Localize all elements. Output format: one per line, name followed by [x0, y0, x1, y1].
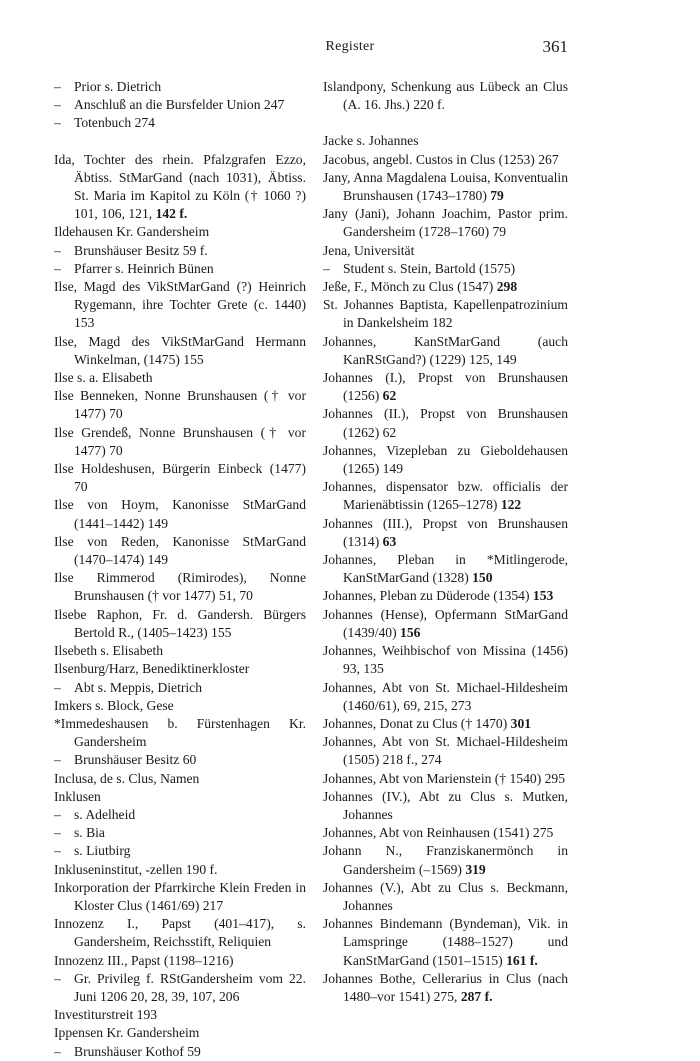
index-subentry — [54, 1043, 306, 1061]
index-subentry — [54, 842, 306, 860]
index-subentry — [54, 260, 306, 278]
subentry-dash: – — [323, 260, 330, 276]
index-subentry — [54, 806, 306, 824]
index-entry — [323, 242, 568, 260]
entry-text: Johannes (III.), Propst von Brunshausen (1314) — [323, 515, 568, 549]
index-entry — [323, 169, 568, 205]
entry-text: Johannes (II.), Propst von Brunshausen (1262) 62 — [323, 406, 568, 440]
index-entry — [323, 278, 568, 296]
index-entry — [54, 369, 306, 387]
entry-text: Ilse von Hoym, Kanonisse StMarGand (1441–1442) 149 — [54, 497, 306, 531]
index-entry — [323, 915, 568, 970]
entry-text: Johannes, Donat zu Clus († 1470) — [323, 715, 511, 731]
entry-text: s. Bia — [74, 825, 105, 841]
index-entry — [54, 861, 306, 879]
index-entry — [323, 715, 568, 733]
subentry-dash: – — [54, 970, 61, 986]
entry-bold-reference: 287 f. — [460, 988, 493, 1004]
entry-text: Ilsenburg/Harz, Benediktinerkloster — [54, 661, 250, 677]
index-entry — [54, 223, 306, 241]
entry-text: Jacobus, angebl. Custos in Clus (1253) 267 — [323, 151, 559, 167]
entry-text: Inclusa, de s. Clus, Namen — [54, 770, 200, 786]
entry-text: Brunshäuser Besitz 60 — [74, 752, 197, 768]
entry-text: Ippensen Kr. Gandersheim — [54, 1025, 200, 1041]
index-entry — [54, 697, 306, 715]
entry-text: Johannes (IV.), Abt zu Clus s. Mutken, Johannes — [323, 788, 568, 822]
entry-text: Islandpony, Schenkung aus Lübeck an Clus (A. 16. Jhs.) 220 f. — [323, 79, 568, 113]
entry-text: Student s. Stein, Bartold (1575) — [343, 260, 516, 276]
index-subentry — [54, 751, 306, 769]
entry-text: Ilse Rimmerod (Rimirodes), Nonne Brunshausen († vor 1477) 51, 70 — [54, 570, 306, 604]
entry-text: Johannes (V.), Abt zu Clus s. Beckmann, Johannes — [323, 879, 568, 913]
entry-text: Inkluseninstitut, -zellen 190 f. — [54, 861, 218, 877]
entry-text: Jeße, F., Mönch zu Clus (1547) — [323, 279, 497, 295]
index-entry — [54, 715, 306, 751]
index-entry — [323, 333, 568, 369]
index-entry — [54, 770, 306, 788]
entry-text: Ilse Holdeshusen, Bürgerin Einbeck (1477) 70 — [54, 461, 306, 495]
entry-text: Johannes Bothe, Cellerarius in Clus (nach 1480–vor 1541) 275, — [323, 970, 568, 1004]
entry-text: Jena, Universität — [323, 242, 415, 258]
index-entry — [323, 551, 568, 587]
entry-bold-reference: 150 — [472, 570, 493, 586]
entry-text: St. Johannes Baptista, Kapellenpatrozinium in Dankelsheim 182 — [323, 297, 568, 331]
index-entry — [54, 606, 306, 642]
index-entry — [323, 369, 568, 405]
index-entry — [323, 205, 568, 241]
subentry-dash: – — [54, 679, 61, 695]
index-subentry — [54, 679, 306, 697]
entry-text: Pfarrer s. Heinrich Bünen — [74, 260, 214, 276]
index-entry — [54, 496, 306, 532]
entry-text: Johannes Bindemann (Byndeman), Vik. in Lamspringe (1488–1527) und KanStMarGand (1501–1515) — [323, 916, 568, 968]
page-number: 361 — [542, 37, 568, 56]
index-entry — [54, 151, 306, 224]
entry-text: Johannes, Abt von St. Michael-Hildesheim (1505) 218 f., 274 — [323, 734, 568, 768]
entry-bold-reference: 153 — [532, 588, 554, 604]
entry-text: Johannes, Weihbischof von Missina (1456) 93, 135 — [323, 643, 568, 677]
entry-text: Ida, Tochter des rhein. Pfalzgrafen Ezzo, Äbtiss. StMarGand (nach 1031), Äbtiss. St. Maria im Kapitol zu Köln († 1060 ?) 101, 106, 121, — [54, 151, 306, 222]
index-entry — [323, 770, 568, 788]
entry-spacer — [54, 133, 306, 151]
index-entry — [323, 515, 568, 551]
entry-bold-reference: 319 — [465, 861, 486, 877]
subentry-dash: – — [54, 79, 61, 94]
entry-text: Ilse, Magd des VikStMarGand (?) Heinrich Rygemann, ihre Tochter Grete (c. 1440) 153 — [54, 279, 306, 331]
entry-bold-reference: 142 f. — [155, 206, 188, 222]
subentry-dash: – — [54, 806, 61, 822]
entry-text: Brunshäuser Besitz 59 f. — [74, 242, 208, 258]
index-entry — [54, 424, 306, 460]
entry-text: *Immedeshausen b. Fürstenhagen Kr. Gandersheim — [54, 715, 306, 750]
entry-text: Abt s. Meppis, Dietrich — [74, 679, 202, 695]
index-entry — [323, 733, 568, 769]
entry-text: Jacke s. Johannes — [323, 133, 419, 149]
entry-text: Johannes, Pleban zu Düderode (1354) — [323, 588, 533, 604]
index-entry — [323, 405, 568, 441]
entry-text: Prior s. Dietrich — [74, 79, 162, 94]
index-subentry — [54, 114, 306, 132]
subentry-dash: – — [54, 752, 61, 768]
index-entry — [323, 132, 568, 150]
entry-text: Johannes, Abt von St. Michael-Hildesheim (1460/61), 69, 215, 273 — [323, 679, 568, 713]
entry-text: Johannes, Vizepleban zu Gieboldehausen (1265) 149 — [323, 442, 568, 477]
entry-spacer — [323, 114, 568, 132]
entry-text: Ilse von Reden, Kanonisse StMarGand (1470–1474) 149 — [54, 533, 306, 568]
entry-text: Ilse Benneken, Nonne Brunshausen († vor 1477) 70 — [54, 388, 306, 422]
entry-bold-reference: 156 — [400, 624, 421, 640]
subentry-dash: – — [54, 260, 61, 276]
index-entry — [54, 387, 306, 423]
index-entry — [54, 569, 306, 605]
entry-text: Johannes (Hense), Opfermann StMarGand (1439/40) — [323, 606, 568, 640]
entry-text: Ildehausen Kr. Gandersheim — [54, 224, 210, 240]
index-entry — [323, 642, 568, 678]
entry-text: Inkorporation der Pfarrkirche Klein Freden in Kloster Clus (1461/69) 217 — [54, 879, 306, 913]
index-entry — [54, 278, 306, 333]
index-subentry — [54, 970, 306, 1006]
index-entry — [54, 1024, 306, 1042]
index-subentry — [323, 260, 568, 278]
index-entry — [323, 587, 568, 605]
index-entry — [54, 879, 306, 915]
index-entry — [323, 151, 568, 169]
entry-bold-reference: 298 — [496, 279, 518, 295]
subentry-dash: – — [54, 1043, 61, 1059]
entry-text: Johann N., Franziskanermönch in Gandersheim (–1569) — [323, 843, 568, 877]
subentry-dash: – — [54, 843, 61, 859]
index-entry — [323, 679, 568, 715]
index-column-left — [54, 78, 306, 1061]
entry-bold-reference: 301 — [510, 715, 532, 731]
entry-text: Ilsebe Raphon, Fr. d. Gandersh. Bürgers Bertold R., (1405–1423) 155 — [54, 606, 306, 640]
subentry-dash: – — [54, 115, 61, 131]
subentry-dash: – — [54, 825, 61, 841]
entry-text: Investiturstreit 193 — [54, 1007, 158, 1023]
entry-text: Innozenz I., Papst (401–417), s. Gandersheim, Reichsstift, Reliquien — [54, 916, 306, 950]
index-entry — [323, 606, 568, 642]
index-entry — [54, 952, 306, 970]
entry-text: Johannes, KanStMarGand (auch KanRStGand?) (1229) 125, 149 — [323, 333, 568, 367]
entry-text: s. Liutbirg — [74, 843, 131, 859]
entry-text: Ilse, Magd des VikStMarGand Hermann Winkelman, (1475) 155 — [54, 333, 306, 367]
index-entry — [54, 1006, 306, 1024]
entry-text: Jany, Anna Magdalena Louisa, Konventualin Brunshausen (1743–1780) — [323, 169, 568, 204]
index-entry — [323, 879, 568, 915]
entry-text: Innozenz III., Papst (1198–1216) — [54, 952, 234, 968]
subentry-dash: – — [54, 242, 61, 258]
entry-text: Johannes, dispensator bzw. officialis der Marienäbtissin (1265–1278) — [323, 479, 568, 513]
index-entry — [54, 533, 306, 569]
running-header-title: Register — [325, 39, 375, 54]
entry-text: Johannes, Pleban in *Mitlingerode, KanStMarGand (1328) — [323, 552, 568, 586]
subentry-dash: – — [54, 97, 61, 113]
index-entry — [323, 970, 568, 1006]
index-entry — [54, 660, 306, 678]
entry-text: Ilse s. a. Elisabeth — [54, 370, 153, 386]
index-entry — [323, 442, 568, 478]
index-entry — [323, 78, 568, 114]
entry-text: Anschluß an die Bursfelder Union 247 — [74, 97, 285, 113]
entry-bold-reference: 122 — [500, 497, 522, 513]
entry-text: Johannes (I.), Propst von Brunshausen (1256) — [323, 370, 568, 404]
entry-text: Imkers s. Block, Gese — [54, 697, 174, 713]
index-entry — [323, 842, 568, 878]
index-entry — [323, 788, 568, 824]
entry-text: Johannes, Abt von Marienstein († 1540) 295 — [323, 770, 566, 786]
entry-text: Brunshäuser Kothof 59 — [74, 1043, 201, 1059]
index-subentry — [54, 96, 306, 114]
index-column-right — [323, 78, 568, 1006]
index-entry — [54, 788, 306, 806]
index-entry — [323, 296, 568, 332]
entry-text: Gr. Privileg f. RStGandersheim vom 22. Juni 1206 20, 28, 39, 107, 206 — [74, 970, 306, 1004]
entry-text: s. Adelheid — [74, 806, 136, 822]
entry-text: Johannes, Abt von Reinhausen (1541) 275 — [323, 825, 554, 841]
index-subentry — [54, 242, 306, 260]
entry-text: Jany (Jani), Johann Joachim, Pastor prim. Gandersheim (1728–1760) 79 — [323, 206, 568, 240]
index-entry — [54, 460, 306, 496]
entry-text: Totenbuch 274 — [74, 115, 155, 131]
index-entry — [323, 824, 568, 842]
index-subentry — [54, 824, 306, 842]
index-entry — [323, 478, 568, 514]
index-entry — [54, 915, 306, 951]
index-entry — [54, 333, 306, 369]
index-entry — [54, 642, 306, 660]
entry-bold-reference: 161 f. — [506, 952, 538, 968]
entry-bold-reference: 79 — [490, 188, 504, 204]
entry-text: Inklusen — [54, 788, 101, 804]
entry-bold-reference: 63 — [382, 533, 397, 549]
entry-text: Ilsebeth s. Elisabeth — [54, 643, 164, 659]
entry-bold-reference: 62 — [382, 388, 397, 404]
entry-text: Ilse Grendeß, Nonne Brunshausen († vor 1477) 70 — [54, 424, 306, 458]
index-subentry — [54, 78, 306, 96]
